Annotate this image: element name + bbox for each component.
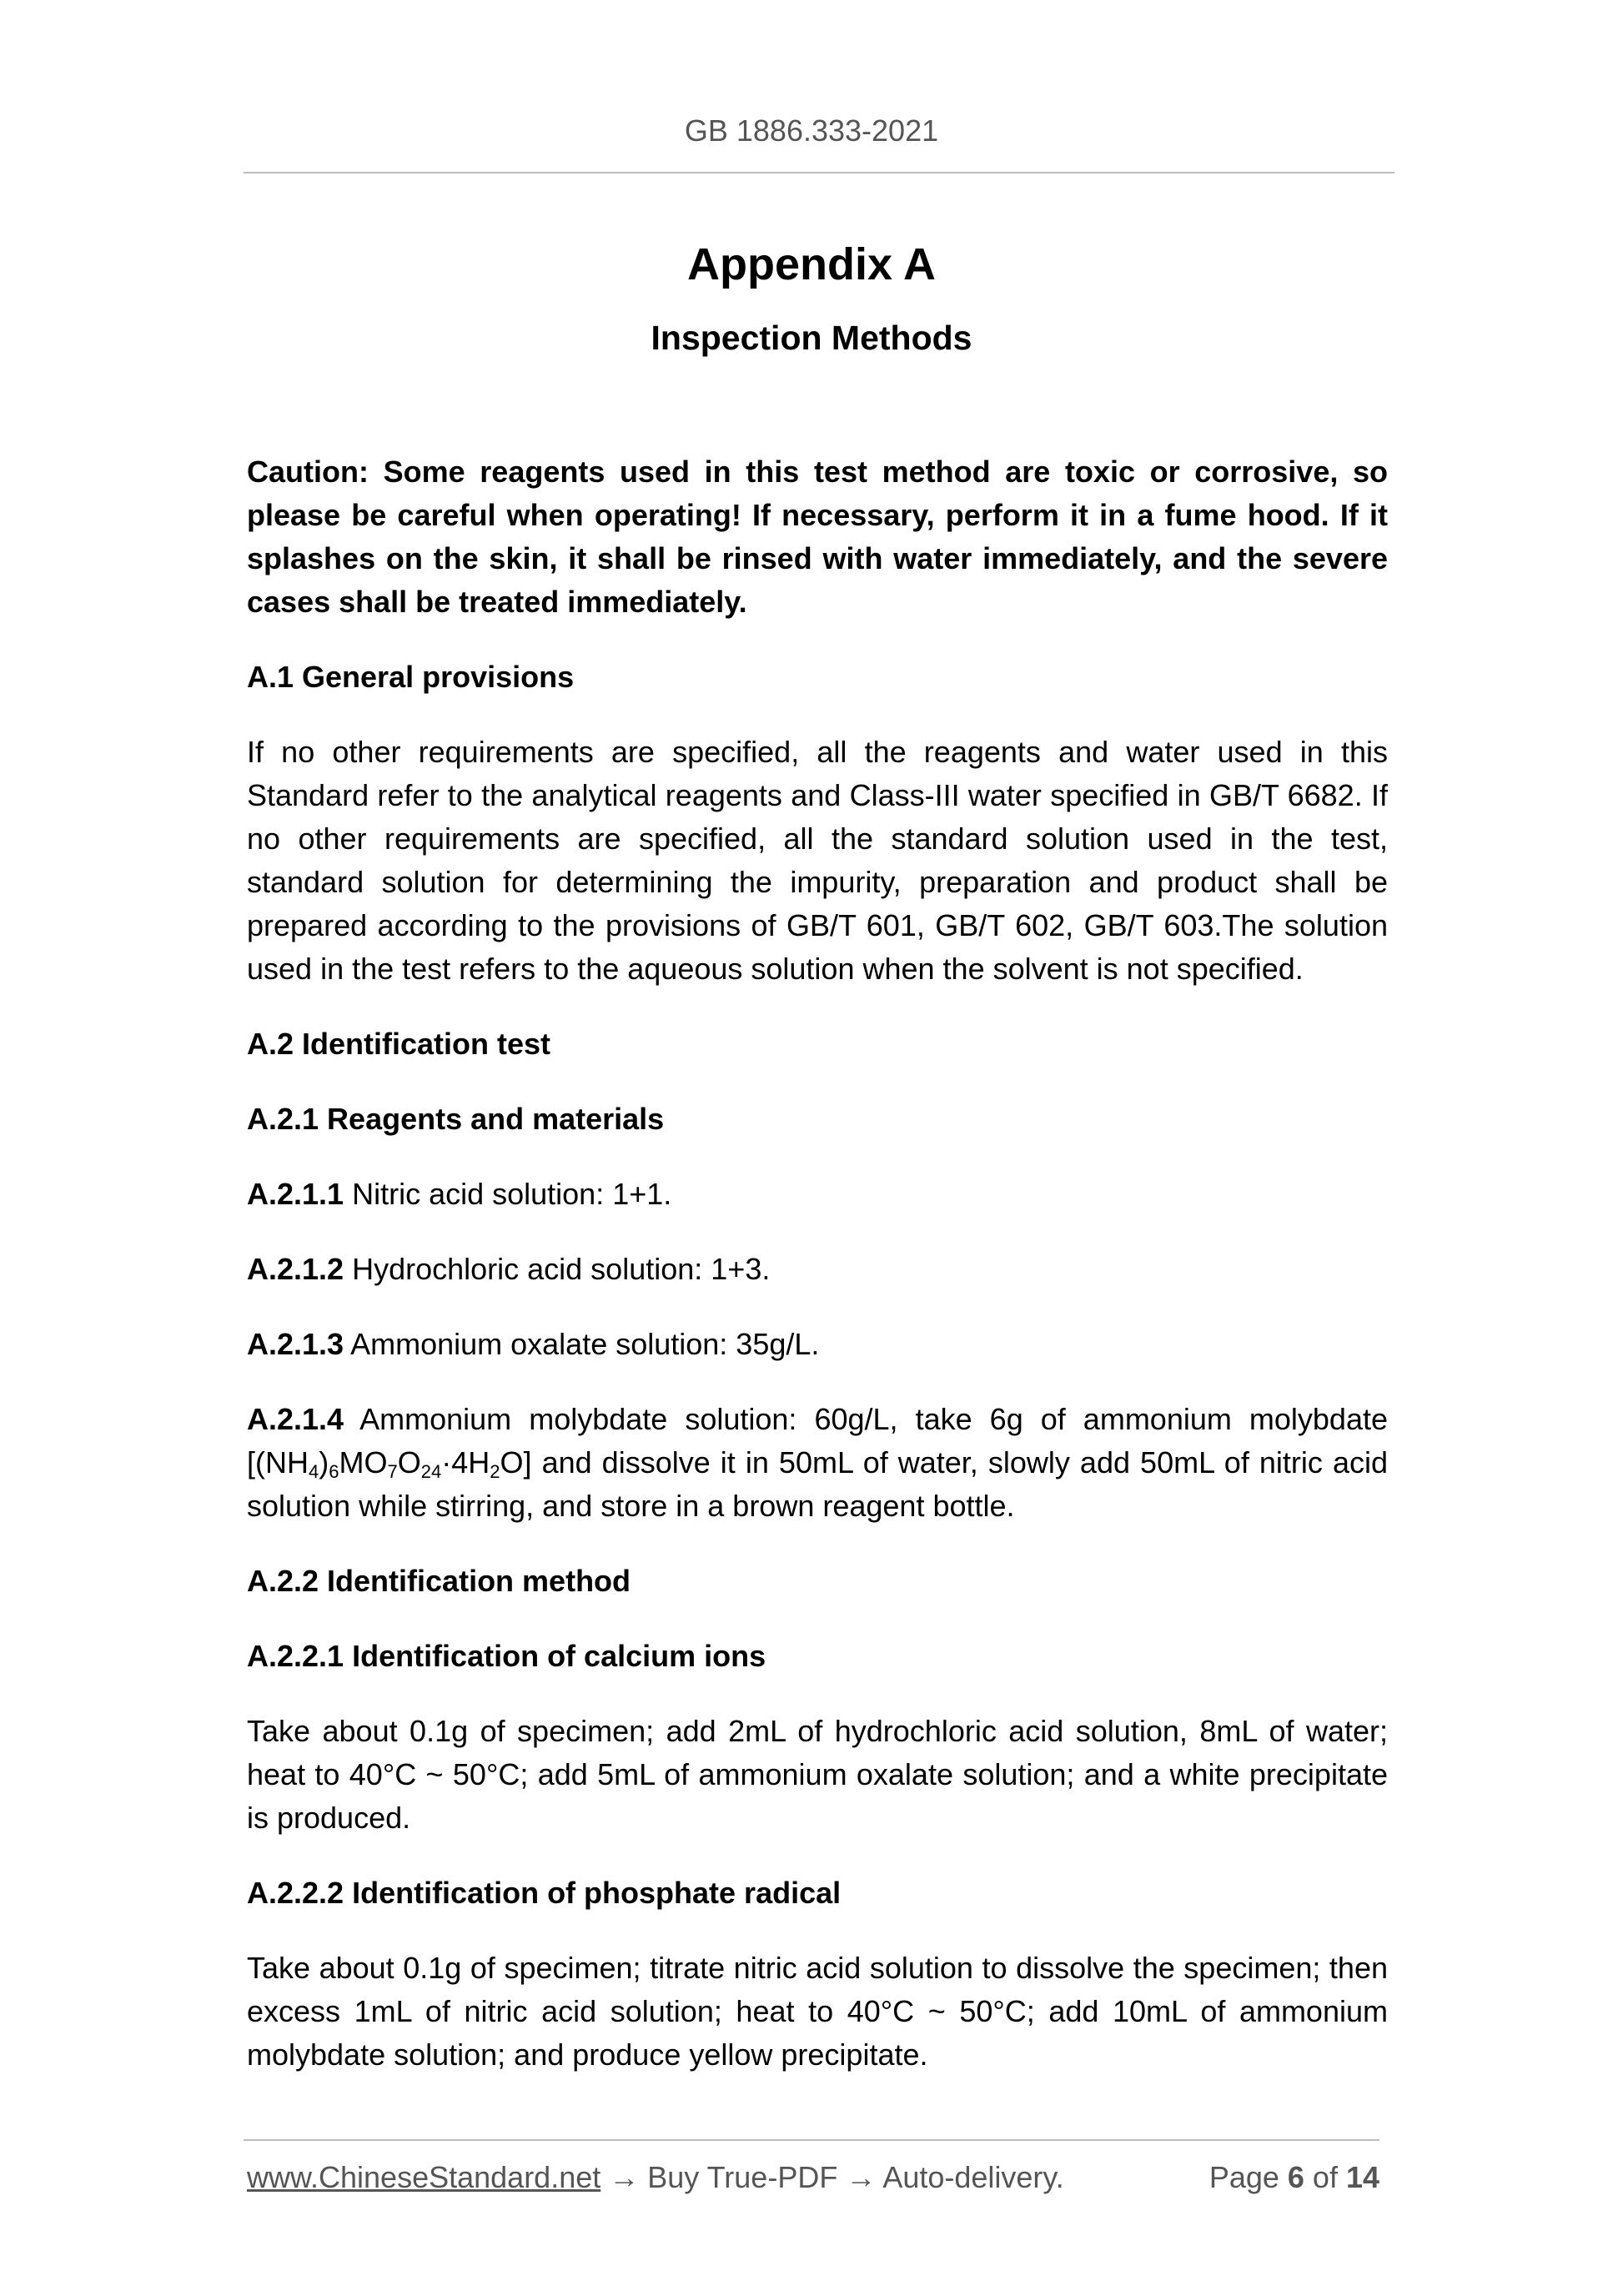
item-text: Nitric acid solution: 1+1.: [344, 1177, 672, 1211]
subscript: 2: [490, 1461, 500, 1482]
page-label: Page: [1208, 2160, 1288, 2194]
item-number: A.2.1.4: [247, 1402, 344, 1436]
item-text: Hydrochloric acid solution: 1+3.: [344, 1252, 771, 1286]
section-a2-heading: A.2 Identification test: [247, 1027, 551, 1061]
section-a222-text: Take about 0.1g of specimen; titrate nitric acid solution to dissolve the specimen; then excess 1mL of nitric acid solution; heat to 40°C ~ 50°C; add 10mL of ammonium molybdate solution; and produce yellow precipitate.: [247, 1951, 1388, 2072]
header-doc-id: GB 1886.333-2021: [684, 113, 939, 148]
item-text: ): [319, 1445, 329, 1480]
section-a221-heading: A.2.2.1 Identification of calcium ions: [247, 1639, 766, 1673]
item-number: A.2.1.2: [247, 1252, 344, 1286]
item-text: MO: [339, 1445, 388, 1480]
footer-divider: [244, 2139, 1379, 2141]
item-text: Ammonium oxalate solution: 35g/L.: [344, 1327, 820, 1361]
section-a21-heading: A.2.1 Reagents and materials: [247, 1102, 665, 1136]
section-a1-text: If no other requirements are specified, all the reagents and water used in this Standard refer to the analytical reagents and Class-III water specified in GB/T 6682. If no other requirements are specified, all the standard solution used in the test, standard solution for determining the impurity, preparation and product shall be prepared according to the provisions of GB/T 601, GB/T 602, GB/T 603.The solution used in the test refers to the aqueous solution when the solvent is not specified.: [247, 735, 1388, 986]
section-a1-heading: A.1 General provisions: [247, 660, 575, 694]
main-content: [247, 450, 1388, 2108]
subscript: 4: [309, 1461, 319, 1482]
section-a221-text: Take about 0.1g of specimen; add 2mL of hydrochloric acid solution, 8mL of water; heat to 40°C ~ 50°C; add 5mL of ammonium oxalate solution; and a white precipitate is produced.: [247, 1714, 1388, 1835]
item-a212: [247, 1248, 1388, 1291]
item-number: A.2.1.1: [247, 1177, 344, 1211]
section-a222-heading: A.2.2.2 Identification of phosphate radical: [247, 1876, 842, 1910]
website-link[interactable]: www.ChineseStandard.net: [247, 2160, 601, 2194]
page-title: Appendix A: [686, 239, 936, 289]
page-number: 6: [1287, 2160, 1304, 2194]
section-a22-heading: A.2.2 Identification method: [247, 1564, 631, 1598]
of-label: of: [1304, 2160, 1346, 2194]
header-divider: [244, 172, 1394, 173]
subscript: 7: [387, 1461, 398, 1482]
item-a211: [247, 1173, 1388, 1216]
item-a214: [247, 1398, 1388, 1528]
footer-left: [247, 2160, 1064, 2195]
caution-text: Caution: Some reagents used in this test method are toxic or corrosive, so please be careful when operating! If necessary, perform it in a fume hood. If it splashes on the skin, it shall be rinsed with water immediately, and the severe cases shall be treated immediately.: [247, 455, 1388, 619]
item-text: Ammonium molybdate solution: 60g/L, take 6g of ammonium molybdate [(NH: [247, 1402, 1388, 1480]
item-text: O] and dissolve it in 50mL of water, slowly add 50mL of nitric acid solution while stirring, and store in a brown reagent bottle.: [247, 1445, 1388, 1523]
page-subtitle: Inspection Methods: [651, 319, 972, 357]
subscript: 24: [420, 1461, 442, 1482]
subscript: 6: [329, 1461, 339, 1482]
total-pages: 14: [1345, 2160, 1379, 2194]
item-a213: [247, 1323, 1388, 1366]
item-text: ·4H: [441, 1445, 490, 1480]
item-text: O: [397, 1445, 421, 1480]
item-number: A.2.1.3: [247, 1327, 344, 1361]
page-indicator: [1209, 2160, 1379, 2195]
footer-promo: → Buy True-PDF → Auto-delivery.: [600, 2160, 1064, 2194]
